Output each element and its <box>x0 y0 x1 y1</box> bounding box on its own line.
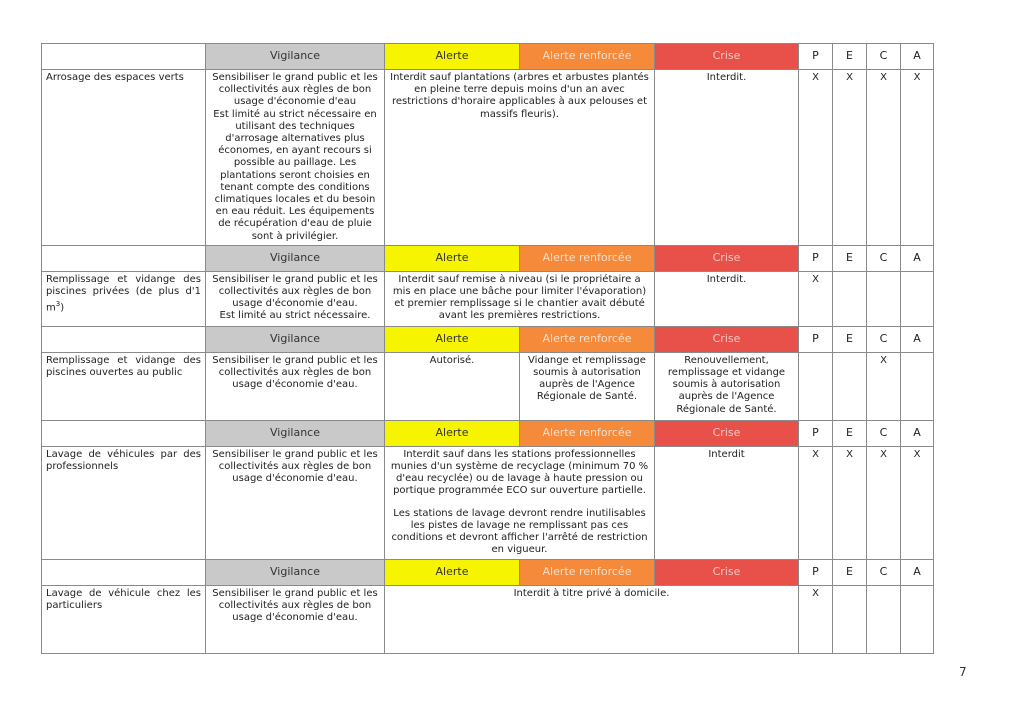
mark-p <box>799 352 833 420</box>
vigilance-text: Est limité au strict nécessaire. <box>219 310 371 322</box>
crise-measure: Interdit. <box>655 70 799 246</box>
vigilance-measure: Sensibiliser le grand public et les collectivités aux règles de bon usage d'économie d'eau. <box>206 446 385 559</box>
vigilance-measure <box>206 70 385 246</box>
mark-a <box>901 271 934 326</box>
mark-c: X <box>867 446 901 559</box>
header-c: C <box>867 326 901 352</box>
vigilance-text: Sensibiliser le grand public et les collectivités aux règles de bon usage d'économie d'eau. <box>212 273 378 310</box>
header-c: C <box>867 245 901 271</box>
header-alerte: Alerte <box>385 559 520 585</box>
header-empty-cell <box>42 559 206 585</box>
header-a: A <box>901 245 934 271</box>
usage-label: Arrosage des espaces verts <box>42 70 206 246</box>
usage-label: Remplissage et vidange des piscines ouvertes au public <box>42 352 206 420</box>
table-row <box>42 585 934 653</box>
header-empty-cell <box>42 326 206 352</box>
header-vigilance: Vigilance <box>206 420 385 446</box>
header-crise: Crise <box>655 420 799 446</box>
header-c: C <box>867 559 901 585</box>
mark-p: X <box>799 70 833 246</box>
mark-p: X <box>799 585 833 653</box>
header-empty-cell <box>42 245 206 271</box>
header-alerte: Alerte <box>385 44 520 70</box>
header-crise: Crise <box>655 326 799 352</box>
header-p: P <box>799 326 833 352</box>
header-crise: Crise <box>655 245 799 271</box>
crise-measure: Interdit. <box>655 271 799 326</box>
header-c: C <box>867 420 901 446</box>
page-number: 7 <box>959 665 967 679</box>
mark-e: X <box>833 70 867 246</box>
header-alerte-renforcee: Alerte renforcée <box>520 420 655 446</box>
mark-a <box>901 352 934 420</box>
header-row <box>42 44 934 70</box>
table-row <box>42 446 934 559</box>
mark-p: X <box>799 271 833 326</box>
vigilance-measure: Sensibiliser le grand public et les collectivités aux règles de bon usage d'économie d'eau. <box>206 352 385 420</box>
mark-c <box>867 585 901 653</box>
alerte-renforcee-measure: Interdit sauf plantations (arbres et arbustes plantés en pleine terre depuis moins d'un an avec restrictions d'horaire applicables à aux pelouses et massifs fleuris). <box>385 70 655 246</box>
usage-label-end: ) <box>60 302 65 314</box>
table-row <box>42 352 934 420</box>
usage-label: Lavage de véhicules par des professionnels <box>42 446 206 559</box>
header-vigilance: Vigilance <box>206 559 385 585</box>
measure-text: Interdit sauf dans les stations professionnelles munies d'un système de recyclage (minimum 70 % d'eau recyclée) ou de lavage à haute pression ou portique programmée ECO sur ouverture partielle. <box>390 448 649 497</box>
header-c: C <box>867 44 901 70</box>
mark-e <box>833 352 867 420</box>
header-p: P <box>799 420 833 446</box>
header-crise: Crise <box>655 559 799 585</box>
mark-a: X <box>901 446 934 559</box>
header-a: A <box>901 326 934 352</box>
mark-c: X <box>867 352 901 420</box>
usage-label <box>42 271 206 326</box>
header-p: P <box>799 44 833 70</box>
alerte-renforcee-measure <box>385 446 655 559</box>
usage-label: Lavage de véhicule chez les particuliers <box>42 585 206 653</box>
mark-c: X <box>867 70 901 246</box>
mark-p: X <box>799 446 833 559</box>
table-row <box>42 271 934 326</box>
header-alerte-renforcee: Alerte renforcée <box>520 44 655 70</box>
header-vigilance: Vigilance <box>206 44 385 70</box>
paragraph-gap <box>389 498 650 508</box>
vigilance-text: Sensibiliser le grand public et les collectivités aux règles de bon usage d'économie d'eau <box>212 72 378 108</box>
header-a: A <box>901 44 934 70</box>
all-levels-measure: Interdit à titre privé à domicile. <box>385 585 799 653</box>
header-vigilance: Vigilance <box>206 245 385 271</box>
table-row <box>42 70 934 246</box>
crise-measure: Renouvellement, remplissage et vidange soumis à autorisation auprès de l'Agence Régionale de Santé. <box>655 352 799 420</box>
header-e: E <box>833 326 867 352</box>
alerte-renforcee-measure: Interdit sauf remise à niveau (si le propriétaire a mis en place une bâche pour limiter l'évaporation) et premier remplissage si le chantier avait débuté avant les premières restrictions. <box>385 271 655 326</box>
header-e: E <box>833 245 867 271</box>
header-e: E <box>833 559 867 585</box>
alerte-measure: Autorisé. <box>385 352 520 420</box>
header-alerte-renforcee: Alerte renforcée <box>520 559 655 585</box>
header-row <box>42 326 934 352</box>
crise-measure: Interdit <box>655 446 799 559</box>
header-row <box>42 420 934 446</box>
header-row <box>42 559 934 585</box>
vigilance-measure <box>206 271 385 326</box>
measure-text: Les stations de lavage devront rendre inutilisables les pistes de lavage ne remplissant pas ces conditions et devront afficher l'arrêté de restriction en vigueur. <box>391 507 648 556</box>
header-alerte-renforcee: Alerte renforcée <box>520 245 655 271</box>
header-alerte: Alerte <box>385 420 520 446</box>
header-empty-cell <box>42 420 206 446</box>
header-alerte: Alerte <box>385 245 520 271</box>
header-a: A <box>901 420 934 446</box>
mark-c <box>867 271 901 326</box>
header-row <box>42 245 934 271</box>
mark-a: X <box>901 70 934 246</box>
header-p: P <box>799 245 833 271</box>
vigilance-text: Est limité au strict nécessaire en utilisant des techniques d'arrosage alternatives plus économes, en ayant recours si possible au paillage. Les plantations seront choisies en tenant compte des conditions climatiques locales et du besoin en eau réduit. Les équipements de récupération d'eau de pluie sont à privilégier. <box>213 108 377 242</box>
header-a: A <box>901 559 934 585</box>
header-e: E <box>833 44 867 70</box>
restrictions-table <box>41 43 934 654</box>
mark-a <box>901 585 934 653</box>
usage-label-text: Remplissage et vidange des piscines privées (de plus d'1 m <box>46 273 201 314</box>
header-crise: Crise <box>655 44 799 70</box>
header-empty-cell <box>42 44 206 70</box>
vigilance-measure: Sensibiliser le grand public et les collectivités aux règles de bon usage d'économie d'eau. <box>206 585 385 653</box>
mark-e: X <box>833 446 867 559</box>
header-alerte: Alerte <box>385 326 520 352</box>
renforcee-measure: Vidange et remplissage soumis à autorisation auprès de l'Agence Régionale de Santé. <box>520 352 655 420</box>
header-p: P <box>799 559 833 585</box>
mark-e <box>833 271 867 326</box>
usage-label-sup: 3 <box>55 300 61 309</box>
header-vigilance: Vigilance <box>206 326 385 352</box>
mark-e <box>833 585 867 653</box>
header-alerte-renforcee: Alerte renforcée <box>520 326 655 352</box>
header-e: E <box>833 420 867 446</box>
